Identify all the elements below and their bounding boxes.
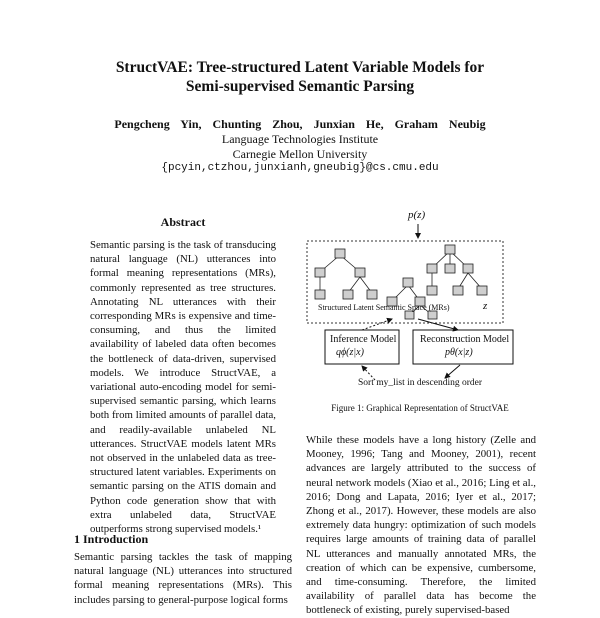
introduction-heading: 1 Introduction: [74, 532, 149, 546]
figure-1: [300, 205, 540, 420]
author-emails: {pcyin,ctzhou,junxianh,gneubig}@cs.cmu.edu: [161, 162, 439, 174]
affiliation-institute: Language Technologies Institute: [221, 132, 379, 146]
inference-model-title: Inference Model: [330, 334, 397, 345]
prior-label: p(z): [408, 209, 426, 221]
author-4: Graham Neubig: [394, 117, 486, 131]
inference-model-formula: qϕ(z|x): [336, 347, 364, 358]
abstract-text: Semantic parsing is the task of transducing natural language (NL) utterances into formal meaning representations (MRs), commonly represented as tree structures. Annotating NL utterances with their corresponding MRs is expensive and time-consuming, and thus the limited availability of labeled data often becomes the bottleneck of data-driven, supervised models. We introduce StructVAE, a variational auto-encoding model for semi-supervised semantic parsing, which learns both from limited amounts of parallel data, and readily-available unlabeled NL utterances. StructVAE models latent MRs not observed in the unlabeled data as tree-structured latent variables. Experiments on semantic parsing on the ATIS domain and Python code generation show that with extra unlabeled data, StructVAE outperforms strong supervised models.¹: [90, 239, 276, 536]
mr-tree-1: [315, 249, 377, 299]
introduction-text: Semantic parsing tackles the task of mapping natural language (NL) utterances into structured formal meaning representations (MRs). This includes parsing to general-purpose logical forms: [74, 551, 292, 606]
paper-title: [60, 58, 540, 96]
reconstruction-model-formula: pθ(x|z): [445, 347, 473, 358]
author-3: Junxian He,: [313, 117, 384, 131]
author-2: Chunting Zhou,: [212, 117, 303, 131]
mr-tree-2: [387, 278, 437, 319]
author-1: Pengcheng Yin,: [114, 117, 202, 131]
title-line-2: Semi-supervised Semantic Parsing: [185, 78, 415, 95]
mr-tree-3: [427, 245, 487, 295]
title-line-1: StructVAE: Tree-structured Latent Variable Models for: [115, 59, 485, 76]
reconstruction-model-title: Reconstruction Model: [420, 334, 510, 345]
right-column-text: While these models have a long history (Zelle and Mooney, 1996; Tang and Mooney, 2001), recent advances are largely attributed to the success of neural network models (Xiao et al., 2016; Ling et al., 2016; Dong and Lapata, 2016; Iyer et al., 2017; Zhong et al., 2017). However, these models are also extremely data hungry: optimization of such models requires large amounts of training data of parallel NL utterances and manually annotated MRs, the creation of which can be expensive, cumbersome, and time-consuming. Therefore, the limited availability of parallel data has become the bottleneck of existing, purely supervised-based: [306, 434, 536, 617]
abstract-heading: Abstract: [160, 215, 206, 229]
example-utterance: Sort my_list in descending order: [358, 378, 483, 388]
author-list: [60, 117, 540, 132]
latent-variable-label: z: [483, 300, 488, 312]
latent-space-label: Structured Latent Semantic Space (MRs): [318, 303, 450, 312]
reconstruction-to-utterance-arrow: [445, 365, 460, 378]
generation-arrow: [418, 319, 458, 330]
affiliation-university: Carnegie Mellon University: [232, 147, 368, 161]
figure-caption: Figure 1: Graphical Representation of StructVAE: [331, 403, 509, 413]
inference-arrow: [362, 319, 392, 330]
